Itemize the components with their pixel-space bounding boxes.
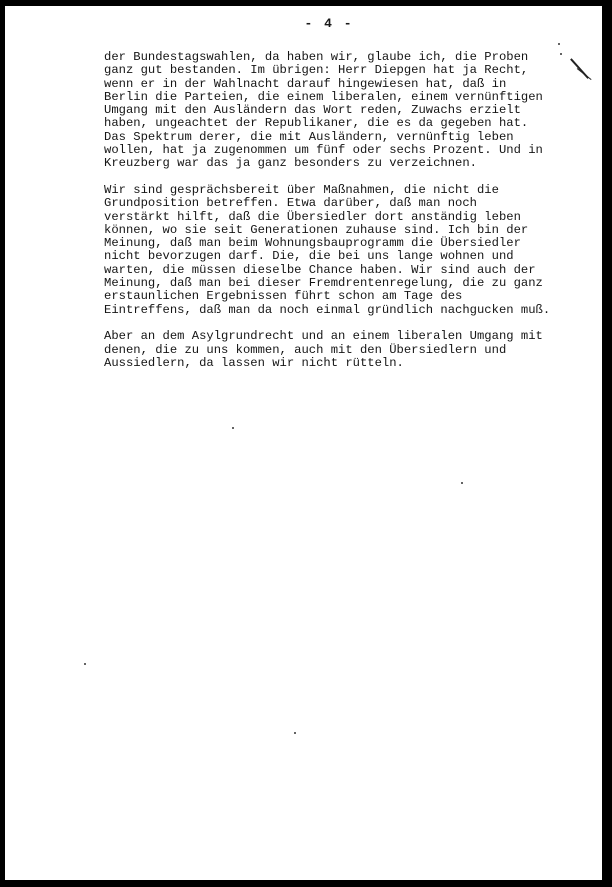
scan-speck — [84, 663, 86, 665]
text-line: ganz gut bestanden. Im übrigen: Herr Diepgen hat ja Recht, — [104, 63, 529, 78]
text-line: Kreuzberg war das ja ganz besonders zu verzeichnen. — [104, 156, 477, 171]
text-line: Meinung, daß man beim Wohnungsbauprogramm die Übersiedler — [104, 236, 521, 251]
text-line: haben, ungeachtet der Republikaner, die es da gegeben hat. — [104, 116, 529, 131]
text-line: der Bundestagswahlen, da haben wir, glaube ich, die Proben — [104, 50, 529, 64]
text-line: Aber an dem Asylgrundrecht und an einem liberalen Umgang mit — [104, 329, 543, 344]
text-line: können, wo sie seit Generationen zuhause sind. Ich bin der — [104, 222, 529, 237]
text-line: nicht bevorzugen darf. Die, die bei uns lange wohnen und — [104, 249, 514, 264]
paragraph — [104, 184, 584, 317]
text-line: Grundposition betreffen. Etwa darüber, daß man noch — [104, 196, 477, 211]
text-line: wenn er in der Wahlnacht darauf hingewiesen hat, daß in — [104, 76, 507, 91]
scan-speck — [294, 732, 296, 734]
text-line: Wir sind gesprächsbereit über Maßnahmen, die nicht die — [104, 182, 499, 197]
text-line: erstaunlichen Ergebnissen führt schon am Tage des — [104, 289, 463, 304]
page-number: - 4 - — [304, 16, 354, 31]
text-line: Umgang mit den Ausländern das Wort reden, Zuwachs erzielt — [104, 103, 521, 118]
scan-speck — [558, 43, 560, 45]
text-line: Aussiedlern, da lassen wir nicht rütteln. — [104, 355, 404, 370]
paragraph — [104, 51, 584, 171]
scan-speck — [461, 482, 463, 484]
body-text — [104, 51, 584, 383]
text-line: verstärkt hilft, daß die Übersiedler dort anständig leben — [104, 209, 521, 224]
text-line: Eintreffens, daß man da noch einmal gründlich nachgucken muß. — [104, 302, 551, 317]
text-line: denen, die zu uns kommen, auch mit den Übersiedlern und — [104, 342, 507, 357]
text-line: Meinung, daß man bei dieser Fremdrentenregelung, die zu ganz — [104, 276, 543, 291]
scan-speck — [232, 427, 234, 429]
text-line: wollen, hat ja zugenommen um fünf oder sechs Prozent. Und in — [104, 143, 543, 158]
text-line: Das Spektrum derer, die mit Ausländern, vernünftig leben — [104, 129, 514, 144]
text-line: warten, die müssen dieselbe Chance haben. Wir sind auch der — [104, 262, 536, 277]
document-page — [5, 6, 602, 880]
text-line: Berlin die Parteien, die einem liberalen, einem vernünftigen — [104, 89, 543, 104]
paragraph — [104, 330, 584, 370]
